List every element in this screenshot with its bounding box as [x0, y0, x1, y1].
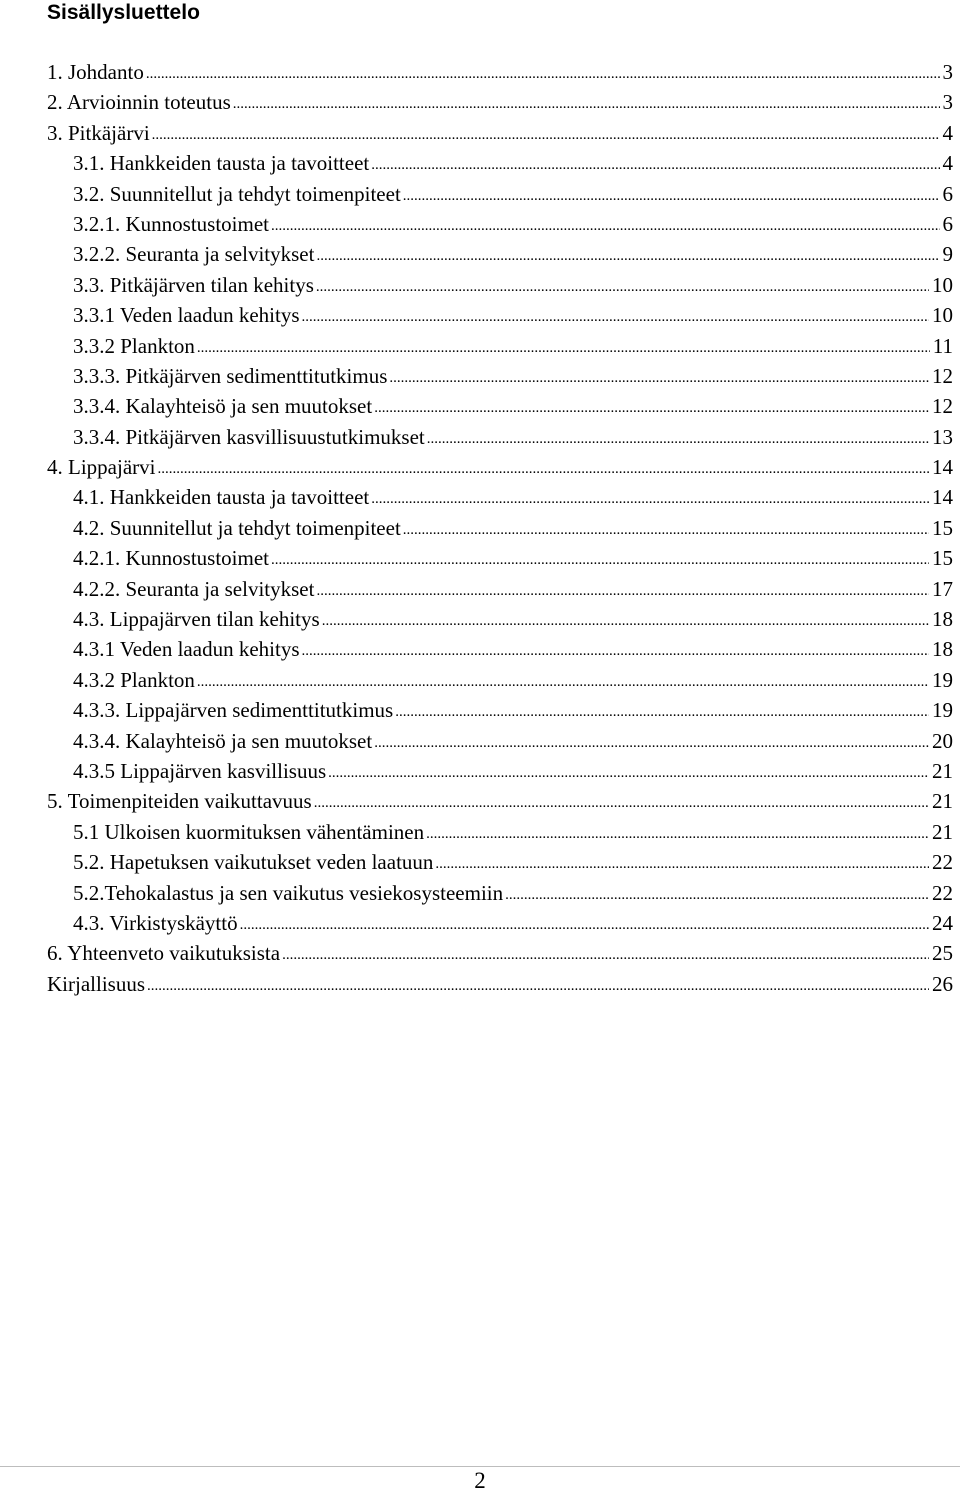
- toc-entry-page: 25: [932, 941, 953, 966]
- toc-dot-leader: [316, 238, 939, 271]
- toc-entry-label: Kirjallisuus: [47, 971, 145, 996]
- toc-entry-label: 4.3.4. Kalayhteisö ja sen muutokset: [73, 728, 373, 753]
- toc-entry-label: 6. Yhteenveto vaikutuksista: [47, 941, 281, 966]
- toc-entry-label: 4.3.2 Plankton: [73, 667, 195, 692]
- toc-entry-label: 4.2.1. Kunnostustoimet: [73, 546, 270, 571]
- toc-dot-leader: [240, 907, 929, 940]
- toc-entry[interactable]: [47, 726, 953, 756]
- toc-dot-leader: [233, 86, 940, 119]
- toc-entry[interactable]: [47, 452, 953, 482]
- toc-dot-leader: [316, 269, 929, 302]
- toc-entry-page: 15: [932, 546, 953, 571]
- toc-entry-page: 18: [932, 607, 953, 632]
- toc-entry-page: 15: [932, 515, 953, 540]
- toc-entry-page: 18: [932, 637, 953, 662]
- toc-dot-leader: [146, 56, 940, 89]
- toc-entry-label: 3.3.3. Pitkäjärven sedimenttitutkimus: [73, 363, 388, 388]
- toc-entry-page: 3: [942, 60, 953, 84]
- toc-entry-label: 3. Pitkäjärvi: [47, 120, 150, 145]
- toc-entry[interactable]: [47, 817, 953, 847]
- toc-entry-page: 22: [932, 850, 953, 875]
- toc-entry[interactable]: [47, 786, 953, 816]
- page-title: Sisällysluettelo: [47, 1, 200, 24]
- toc-entry[interactable]: [47, 665, 953, 695]
- toc-entry-label: 2. Arvioinnin toteutus: [47, 90, 231, 115]
- toc-entry-page: 13: [932, 424, 953, 449]
- toc-entry[interactable]: [47, 513, 953, 543]
- toc-entry-page: 12: [932, 394, 953, 419]
- toc-entry[interactable]: [47, 209, 953, 239]
- toc-dot-leader: [403, 178, 940, 211]
- toc-entry-label: 3.3.4. Kalayhteisö ja sen muutokset: [73, 394, 373, 419]
- toc-entry-label: 1. Johdanto: [47, 60, 144, 84]
- toc-entry[interactable]: [47, 331, 953, 361]
- toc-entry-label: 4.3. Lippajärven tilan kehitys: [73, 607, 320, 632]
- toc-entry-page: 4: [942, 151, 953, 176]
- toc-entry-label: 3.1. Hankkeiden tausta ja tavoitteet: [73, 151, 370, 176]
- toc-dot-leader: [435, 846, 929, 879]
- toc-entry-label: 3.2. Suunnitellut ja tehdyt toimenpiteet: [73, 181, 401, 206]
- toc-entry-label: 4.2.2. Seuranta ja selvitykset: [73, 576, 315, 601]
- toc-dot-leader: [302, 299, 930, 332]
- toc-entry-page: 6: [942, 181, 953, 206]
- toc-dot-leader: [374, 725, 929, 758]
- toc-entry[interactable]: [47, 179, 953, 209]
- toc-entry-page: 19: [932, 667, 953, 692]
- toc-entry-label: 3.3. Pitkäjärven tilan kehitys: [73, 272, 314, 297]
- toc-entry-page: 10: [932, 272, 953, 297]
- toc-entry-label: 4. Lippajärvi: [47, 455, 156, 480]
- toc-entry-label: 3.2.1. Kunnostustoimet: [73, 211, 270, 236]
- toc-entry-page: 21: [932, 758, 953, 783]
- toc-entry-page: 19: [932, 698, 953, 723]
- toc-entry-label: 4.1. Hankkeiden tausta ja tavoitteet: [73, 485, 370, 510]
- toc-dot-leader: [427, 421, 929, 454]
- toc-entry-page: 20: [932, 728, 953, 753]
- toc-entry-label: 4.2. Suunnitellut ja tehdyt toimenpiteet: [73, 515, 401, 540]
- toc-entry-label: 3.3.4. Pitkäjärven kasvillisuustutkimukset: [73, 424, 425, 449]
- toc-dot-leader: [328, 755, 929, 788]
- toc-entry-page: 17: [932, 576, 953, 601]
- toc-dot-leader: [371, 147, 939, 180]
- toc-entry[interactable]: [47, 634, 953, 664]
- toc-entry-label: 3.2.2. Seuranta ja selvitykset: [73, 242, 315, 267]
- table-of-contents: [47, 57, 953, 999]
- toc-dot-leader: [314, 785, 929, 818]
- toc-entry-page: 10: [932, 303, 953, 328]
- toc-entry[interactable]: [47, 57, 953, 87]
- toc-entry-label: 4.3.3. Lippajärven sedimenttitutkimus: [73, 698, 394, 723]
- toc-entry[interactable]: [47, 574, 953, 604]
- toc-entry[interactable]: [47, 543, 953, 573]
- toc-dot-leader: [403, 512, 929, 545]
- toc-dot-leader: [197, 330, 930, 363]
- toc-dot-leader: [271, 208, 939, 241]
- toc-dot-leader: [505, 877, 929, 910]
- toc-entry[interactable]: [47, 422, 953, 452]
- toc-entry-page: 14: [932, 485, 953, 510]
- toc-entry[interactable]: [47, 604, 953, 634]
- toc-dot-leader: [282, 937, 929, 970]
- toc-entry[interactable]: [47, 938, 953, 968]
- toc-entry-label: 4.3.5 Lippajärven kasvillisuus: [73, 758, 327, 783]
- toc-entry-page: 14: [932, 455, 953, 480]
- toc-entry-label: 5.2. Hapetuksen vaikutukset veden laatuun: [73, 850, 434, 875]
- toc-entry[interactable]: [47, 148, 953, 178]
- toc-entry-label: 3.3.1 Veden laadun kehitys: [73, 303, 300, 328]
- toc-entry-page: 9: [942, 242, 953, 267]
- toc-entry[interactable]: [47, 756, 953, 786]
- toc-entry[interactable]: [47, 695, 953, 725]
- toc-entry-label: 4.3. Virkistyskäyttö: [73, 910, 238, 935]
- toc-entry[interactable]: [47, 300, 953, 330]
- toc-entry[interactable]: [47, 878, 953, 908]
- toc-entry-page: 4: [942, 120, 953, 145]
- toc-entry-label: 4.3.1 Veden laadun kehitys: [73, 637, 300, 662]
- toc-entry[interactable]: [47, 118, 953, 148]
- toc-entry-label: 5.1 Ulkoisen kuormituksen vähentäminen: [73, 819, 425, 844]
- toc-entry[interactable]: [47, 908, 953, 938]
- toc-entry-page: 6: [942, 211, 953, 236]
- toc-dot-leader: [152, 117, 940, 150]
- toc-entry-page: 11: [932, 333, 953, 358]
- toc-dot-leader: [322, 603, 929, 636]
- toc-entry[interactable]: [47, 847, 953, 877]
- toc-entry-label: 3.3.2 Plankton: [73, 333, 195, 358]
- toc-dot-leader: [197, 664, 929, 697]
- toc-entry-page: 22: [932, 880, 953, 905]
- toc-entry-label: 5. Toimenpiteiden vaikuttavuus: [47, 789, 312, 814]
- toc-entry-page: 12: [932, 363, 953, 388]
- toc-dot-leader: [316, 573, 929, 606]
- toc-dot-leader: [374, 390, 929, 423]
- toc-entry-page: 21: [932, 789, 953, 814]
- toc-entry[interactable]: [47, 391, 953, 421]
- toc-dot-leader: [157, 451, 929, 484]
- toc-dot-leader: [371, 481, 929, 514]
- toc-entry[interactable]: [47, 239, 953, 269]
- toc-entry-page: 24: [932, 910, 953, 935]
- toc-entry[interactable]: [47, 270, 953, 300]
- toc-entry[interactable]: [47, 87, 953, 117]
- toc-dot-leader: [147, 968, 929, 1001]
- toc-dot-leader: [426, 816, 929, 849]
- toc-dot-leader: [302, 633, 930, 666]
- toc-dot-leader: [395, 694, 929, 727]
- toc-entry-label: 5.2.Tehokalastus ja sen vaikutus vesiekosysteemiin: [73, 880, 504, 905]
- toc-entry-page: 26: [932, 971, 953, 996]
- toc-entry-page: 21: [932, 819, 953, 844]
- toc-entry[interactable]: [47, 482, 953, 512]
- page-number: 2: [474, 1468, 486, 1493]
- toc-entry[interactable]: [47, 361, 953, 391]
- toc-entry-page: 3: [942, 90, 953, 115]
- toc-entry[interactable]: [47, 969, 953, 999]
- toc-dot-leader: [271, 542, 929, 575]
- toc-dot-leader: [389, 360, 929, 393]
- footer-divider: [0, 1466, 960, 1467]
